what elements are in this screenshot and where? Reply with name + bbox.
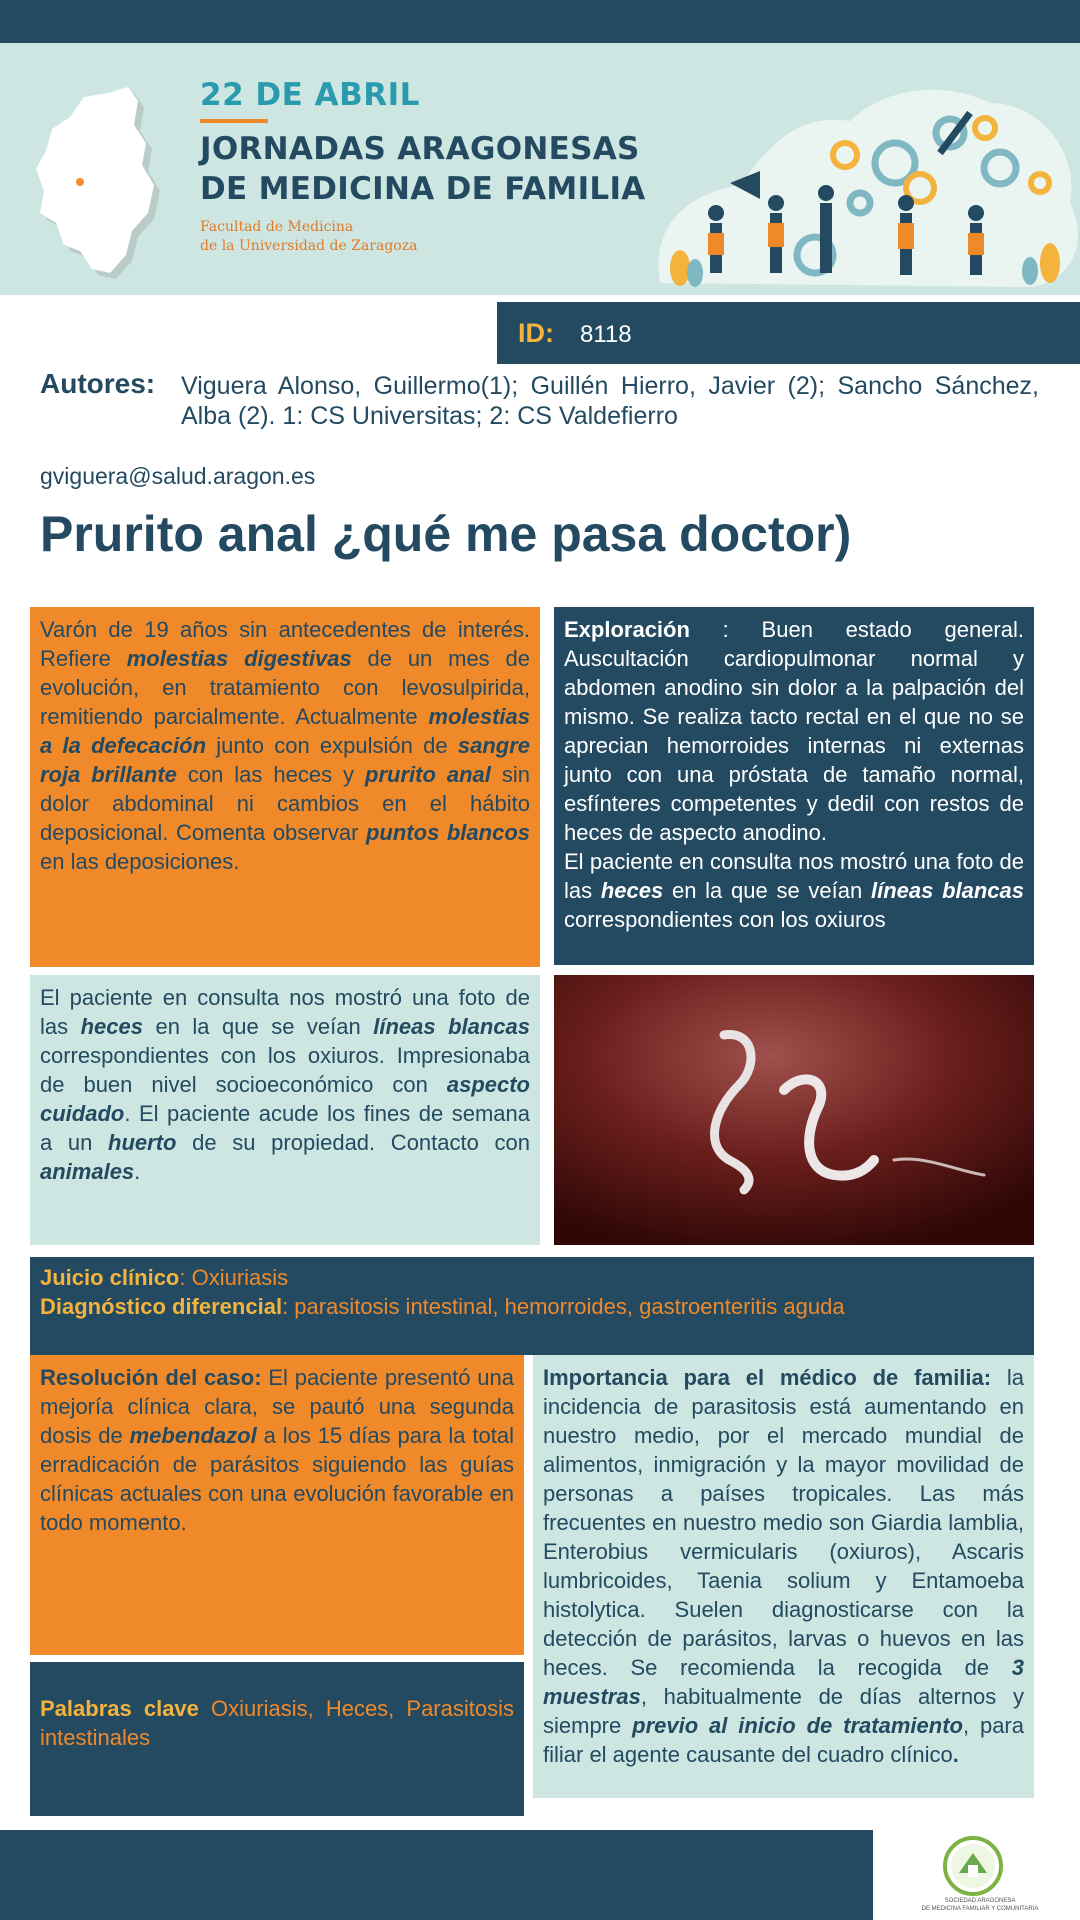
top-bar xyxy=(0,0,1080,43)
authors-label: Autores: xyxy=(40,368,156,399)
authors-text: Viguera Alonso, Guillermo(1); Guillén Hierro, Javier (2); Sancho Sánchez, Alba (2). 1: CS Universitas; 2: CS Valdefierro xyxy=(181,372,1039,430)
event-date: 22 DE ABRIL xyxy=(200,77,420,113)
logo-text-line2: DE MEDICINA FAMILIAR Y COMUNITARIA xyxy=(921,1906,1039,1912)
event-title-line1: JORNADAS ARAGONESAS xyxy=(200,131,640,167)
faculty-line2: de la Universidad de Zaragoza xyxy=(200,238,418,254)
keywords-label: Palabras clave xyxy=(40,1696,199,1721)
id-label: ID: xyxy=(518,318,554,348)
logo-text-line1: SOCIEDAD ARAGONESA xyxy=(944,1898,1016,1904)
resolution-label: Resolución del caso: xyxy=(40,1365,262,1390)
exploration-label: Exploración xyxy=(564,617,690,642)
importance-box: Importancia para el médico de familia: la incidencia de parasitosis está aumentando en nuestro medio, por el mercado mundial de alimentos, inmigración y la mayor movilidad de personas a países tropicales. Las más frecuentes en nuestro medio son Giardia lamblia, Enterobius vermicularis (oxiuros), Ascaris lumbricoides, Taenia solium y Entamoeba histolytica. Suelen diagnosticarse con la detección de parásitos, larvas o huevos en las heces. Se recomienda la recogida de 3 muestras, habitualmente de días alternos y siempre previo al inicio de tratamiento, para filiar el agente causante del cuadro clínico. xyxy=(533,1355,1034,1798)
keywords-box: Palabras clave Oxiuriasis, Heces, Parasitosis intestinales xyxy=(30,1662,524,1816)
faculty-line1: Facultad de Medicina xyxy=(200,219,354,235)
teamwork-gears-illustration xyxy=(650,73,1080,295)
contact-email: gviguera@salud.aragon.es xyxy=(40,463,316,489)
id-value: 8118 xyxy=(580,321,632,348)
aragon-map-icon xyxy=(30,73,190,283)
date-underline xyxy=(200,119,268,123)
differential-diagnosis-label: Diagnóstico diferencial xyxy=(40,1294,283,1319)
bottom-bar xyxy=(0,1830,873,1920)
event-title-line2: DE MEDICINA DE FAMILIA xyxy=(200,171,646,207)
oxyuris-photo xyxy=(554,975,1034,1245)
society-logo-icon xyxy=(925,1833,1021,1899)
header-banner xyxy=(0,43,1080,295)
clinical-judgment-label: Juicio clínico xyxy=(40,1265,180,1290)
history-box: El paciente en consulta nos mostró una foto de las heces en la que se veían líneas blancas correspondientes con los oxiuros. Impresionaba de buen nivel socioeconómico con aspecto cuidado. El paciente acude los fines de semana a un huerto de su propiedad. Contacto con animales. xyxy=(30,975,540,1245)
case-presentation-box: Varón de 19 años sin antecedentes de interés. Refiere molestias digestivas de un mes de evolución, en tratamiento con levosulpirida, remitiendo parcialmente. Actualmente molestias a la defecación junto con expulsión de sangre roja brillante con las heces y prurito anal sin dolor abdominal ni cambios en el hábito deposicional. Comenta observar puntos blancos en las deposiciones. xyxy=(30,607,540,967)
resolution-box: Resolución del caso: El paciente presentó una mejoría clínica clara, se pautó una segunda dosis de mebendazol a los 15 días para la total erradicación de parásitos siguiendo las guías clínicas actuales con una evolución favorable en todo momento. xyxy=(30,1355,524,1655)
exploration-box: Exploración : Buen estado general. Auscultación cardiopulmonar normal y abdomen anodino sin dolor a la palpación del mismo. Se realiza tacto rectal en el que no se aprecian hemorroides internas ni externas junto con una próstata de tamaño normal, esfínteres competentes y dedil con restos de heces de aspecto anodino. El paciente en consulta nos mostró una foto de las heces en la que se veían líneas blancas correspondientes con los oxiuros xyxy=(554,607,1034,965)
diagnosis-box: Juicio clínico: Oxiuriasis Diagnóstico diferencial: parasitosis intestinal, hemorroides, gastroenteritis aguda xyxy=(30,1257,1034,1355)
importance-label: Importancia para el médico de familia: xyxy=(543,1365,992,1390)
page-title: Prurito anal ¿qué me pasa doctor) xyxy=(40,506,852,562)
